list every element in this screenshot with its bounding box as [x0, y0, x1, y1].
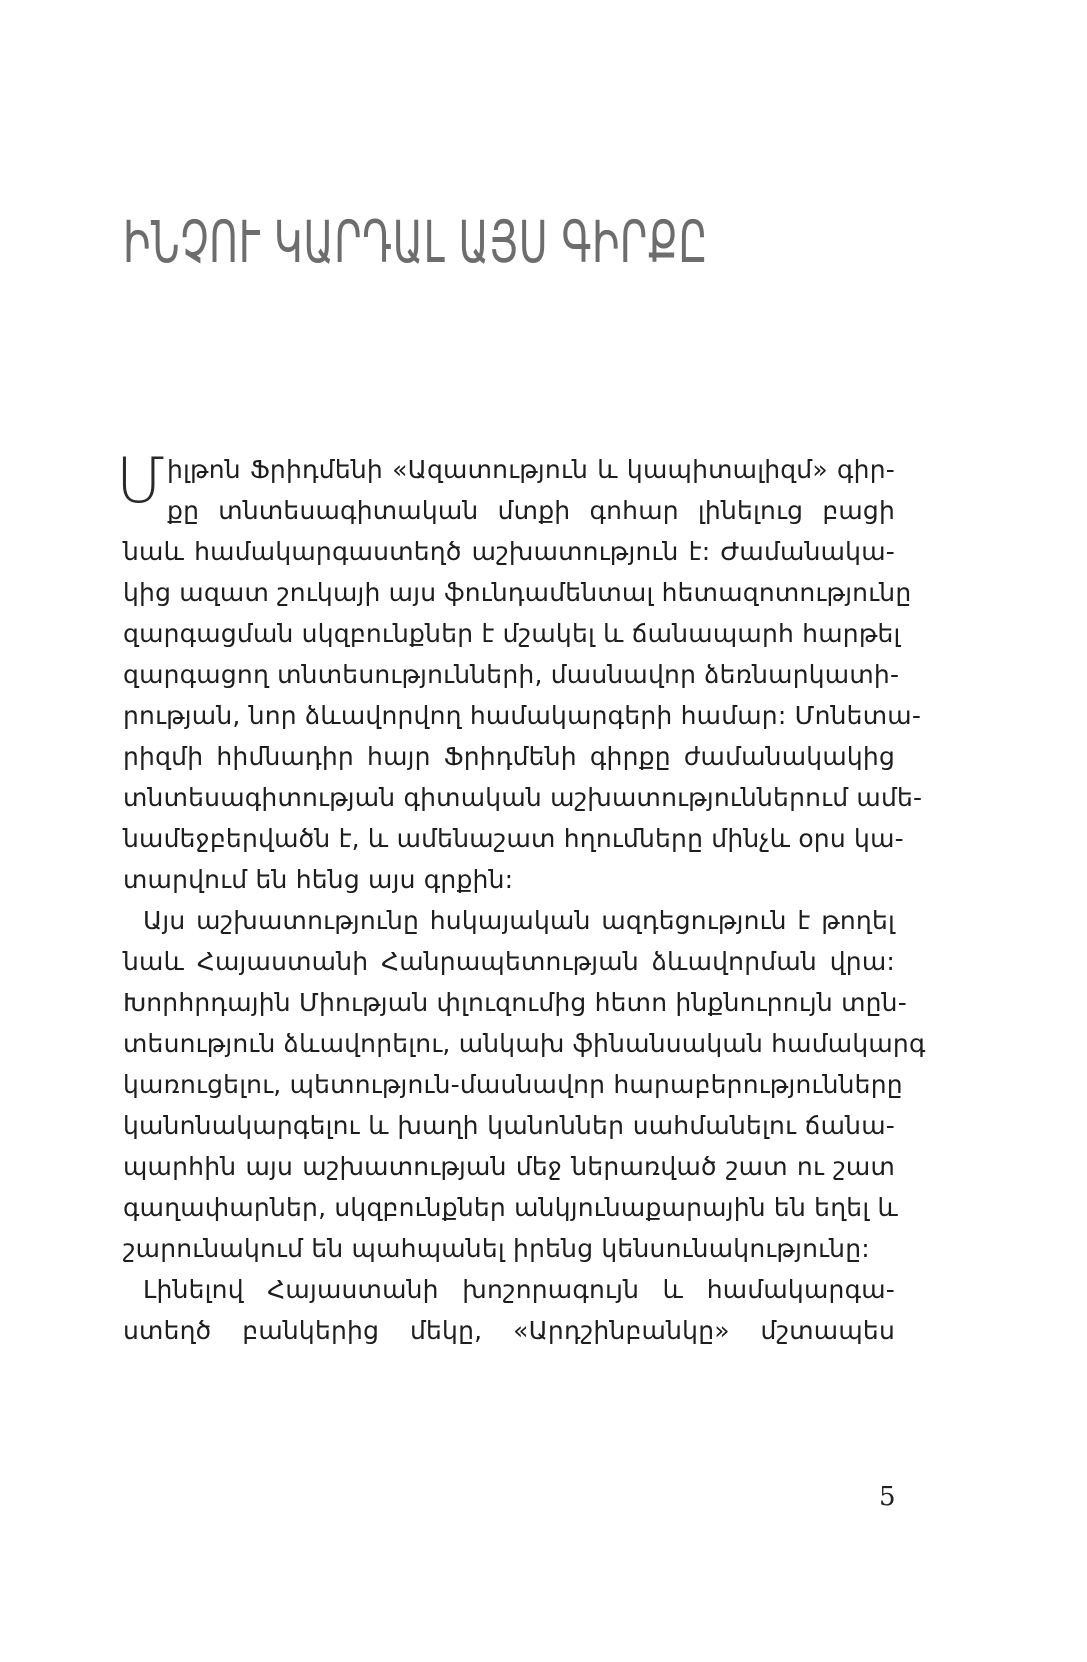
text-line: կից ազատ շուկայի այս ֆունդամենտալ հետազոտությունը: [123, 578, 912, 607]
page-number: 5: [879, 1482, 896, 1512]
text-line: կանոնակարգելու և խաղի կանոններ սահմանելու ճանա-: [123, 1111, 895, 1140]
text-line: նաև համակարգաստեղծ աշխատություն է: Ժամանակա-: [123, 537, 895, 566]
text-line: Լինելով Հայաստանի խոշորագույն և համակարգա-: [143, 1275, 895, 1304]
body-text: [123, 449, 926, 1351]
text-line: նաև Հայաստանի Հանրապետության ձևավորման վրա:: [123, 947, 895, 976]
text-line: կառուցելու, պետություն-մասնավոր հարաբերությունները: [123, 1070, 903, 1099]
text-line: րիզմի հիմնադիր հայր Ֆրիդմենի գիրքը ժամանակակից: [123, 742, 895, 771]
text-line: Խորհրդային Միության փլուզումից հետո ինքնուրույն տըն-: [123, 988, 907, 1017]
text-line: րության, նոր ձևավորվող համակարգերի համար: Մոնետա-: [123, 701, 922, 730]
text-line: պարհին այս աշխատության մեջ ներառված շատ ու շատ: [123, 1152, 895, 1181]
text-line: Այս աշխատությունը հսկայական ազդեցություն է թողել: [143, 906, 895, 935]
text-line: զարգացման սկզբունքներ է մշակել և ճանապարհ հարթել: [123, 619, 901, 648]
text-line: քը տնտեսագիտական մտքի գոհար լինելուց բացի: [167, 496, 895, 525]
chapter-title: ԻՆՉՈՒ ԿԱՐԴԱԼ ԱՅՍ ԳԻՐՔԸ: [123, 208, 708, 276]
text-line: տնտեսագիտության գիտական աշխատություններում ամե-: [123, 783, 923, 812]
text-line: նամեջբերվածն է, և ամենաշատ հղումները մինչև օրս կա-: [123, 824, 904, 853]
text-line: գաղափարներ, սկզբունքներ անկյունաքարային են եղել և: [123, 1193, 898, 1222]
drop-cap-letter: Մ: [116, 444, 165, 517]
text-line: տեսություն ձևավորելու, անկախ ֆինանսական համակարգ: [123, 1029, 926, 1058]
text-line: ստեղծ բանկերից մեկը, «Արդշինբանկը» մշտապես: [123, 1316, 895, 1345]
text-line: զարգացող տնտեսությունների, մասնավոր ձեռնարկատի-: [123, 660, 900, 689]
text-line: շարունակում են պահպանել իրենց կենսունակությունը:: [123, 1234, 870, 1263]
text-line: տարվում են հենց այս գրքին:: [123, 865, 514, 894]
text-line: իլթոն Ֆրիդմենի «Ազատություն և կապիտալիզմ» գիր-: [167, 455, 895, 484]
